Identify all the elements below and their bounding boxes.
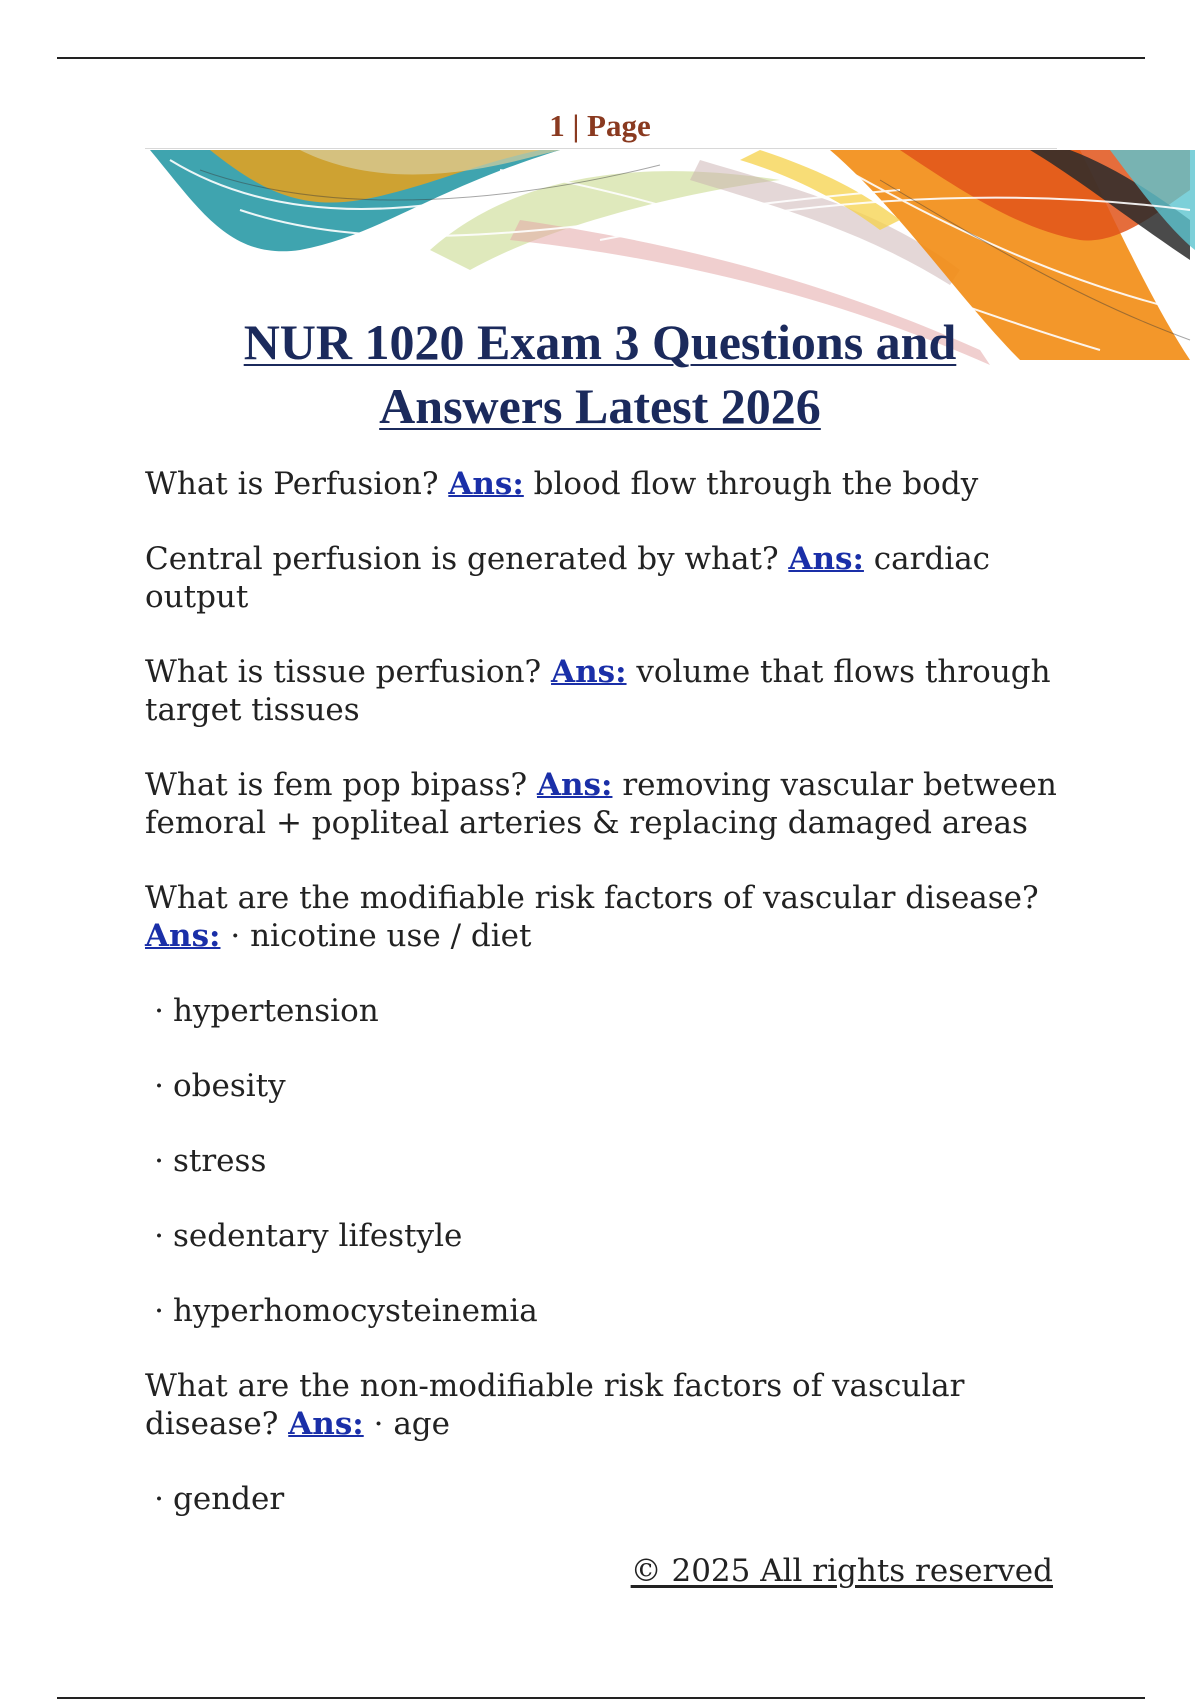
bullet-dot: · — [154, 993, 164, 1029]
list-item-text: obesity — [173, 1068, 286, 1104]
list-item — [145, 1480, 1065, 1518]
answer-text: removing vascular between femoral + popliteal arteries & replacing damaged areas — [145, 767, 1057, 841]
qa-item — [145, 465, 1065, 503]
question-text: What is tissue perfusion? — [145, 654, 542, 690]
answer-text: age — [393, 1406, 450, 1442]
qa-item — [145, 540, 1065, 616]
answer-link[interactable]: Ans: — [788, 541, 864, 577]
list-item — [145, 1142, 1065, 1180]
bottom-rule — [57, 1697, 1145, 1699]
answer-text: volume that flows through target tissues — [145, 654, 1051, 728]
bullet-dot: · — [154, 1481, 164, 1517]
page-number-label: 1 | Page — [549, 108, 651, 143]
bullet-dot: · — [230, 918, 241, 954]
bullet-dot: · — [373, 1406, 384, 1442]
header-divider — [145, 148, 1057, 149]
list-item — [145, 992, 1065, 1030]
bullet-dot: · — [154, 1068, 164, 1104]
qa-item — [145, 766, 1065, 842]
list-item-text: hypertension — [173, 993, 379, 1029]
top-rule — [57, 57, 1145, 59]
bullet-dot: · — [154, 1218, 164, 1254]
answer-text: cardiac output — [145, 541, 991, 615]
answer-link[interactable]: Ans: — [145, 918, 221, 954]
list-item-text: stress — [173, 1143, 267, 1179]
question-text: Central perfusion is generated by what? — [145, 541, 779, 577]
list-item — [145, 1217, 1065, 1255]
document-title: NUR 1020 Exam 3 Questions and Answers Latest 2026 — [243, 314, 957, 434]
qa-content — [145, 465, 1065, 1555]
qa-item — [145, 1367, 1065, 1443]
list-item-text: hyperhomocysteinemia — [173, 1293, 538, 1329]
copyright-notice: © 2025 All rights reserved — [630, 1553, 1053, 1589]
question-text: What are the non-modifiable risk factors of vascular disease? — [145, 1368, 965, 1442]
question-text: What is Perfusion? — [145, 466, 439, 502]
question-text: What is fem pop bipass? — [145, 767, 528, 803]
list-item — [145, 1067, 1065, 1105]
list-item — [145, 1292, 1065, 1330]
answer-link[interactable]: Ans: — [536, 767, 613, 803]
bullet-dot: · — [154, 1293, 164, 1329]
answer-text: nicotine use / diet — [250, 918, 532, 954]
answer-link[interactable]: Ans: — [551, 654, 627, 690]
answer-link[interactable]: Ans: — [448, 466, 524, 502]
qa-item — [145, 653, 1065, 729]
list-item-text: sedentary lifestyle — [173, 1218, 463, 1254]
bullet-dot: · — [154, 1143, 164, 1179]
question-text: What are the modifiable risk factors of vascular disease? — [145, 880, 1039, 916]
answer-link[interactable]: Ans: — [288, 1406, 364, 1442]
list-item-text: gender — [173, 1481, 285, 1517]
qa-item — [145, 879, 1065, 955]
answer-text: blood flow through the body — [533, 466, 979, 502]
